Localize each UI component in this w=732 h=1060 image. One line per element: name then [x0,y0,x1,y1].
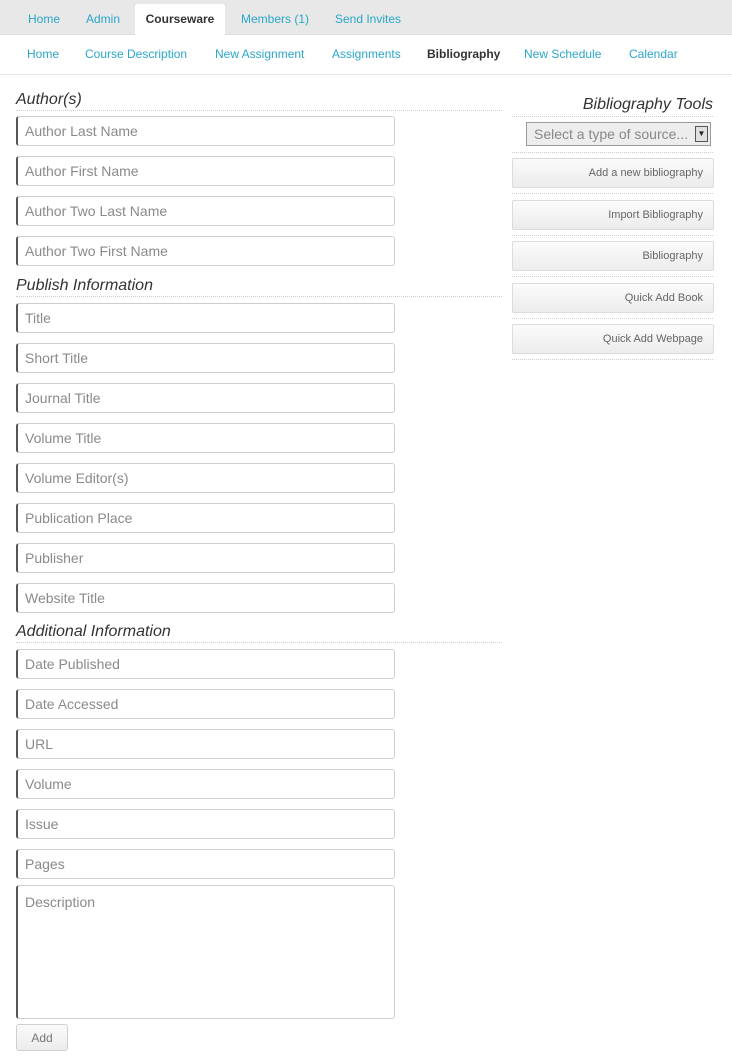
top-tab-courseware[interactable]: Courseware [135,4,225,35]
volume-title-input[interactable] [16,423,395,453]
bibliography-button[interactable]: Bibliography [512,241,714,271]
chevron-down-icon: ▼ [695,126,708,142]
import-bibliography-button[interactable]: Import Bibliography [512,200,714,230]
additional-section-title: Additional Information [16,623,502,643]
journal-title-input[interactable] [16,383,395,413]
top-tab-home[interactable]: Home [27,12,60,26]
source-type-select-value: Select a type of source... [534,126,689,142]
tools-divider [512,152,713,153]
sub-nav-bibliography[interactable]: Bibliography [427,47,501,61]
volume-editors-input[interactable] [16,463,395,493]
website-title-input[interactable] [16,583,395,613]
author-last-name-input[interactable] [16,116,395,146]
tools-divider [512,318,713,319]
sub-nav-calendar[interactable]: Calendar [629,47,678,61]
authors-section-title: Author(s) [16,91,502,111]
sub-nav-course-description[interactable]: Course Description [85,47,188,61]
top-tab-admin[interactable]: Admin [85,12,120,26]
tools-divider [512,235,713,236]
add-button[interactable]: Add [16,1024,68,1051]
sub-nav-assignments[interactable]: Assignments [332,47,401,61]
add-new-bibliography-button[interactable]: Add a new bibliography [512,158,714,188]
title-input[interactable] [16,303,395,333]
tools-divider [512,359,713,360]
author-two-first-name-input[interactable] [16,236,395,266]
short-title-input[interactable] [16,343,395,373]
publisher-input[interactable] [16,543,395,573]
issue-input[interactable] [16,809,395,839]
quick-add-webpage-button[interactable]: Quick Add Webpage [512,324,714,354]
sub-nav [0,35,732,75]
tools-divider [512,276,713,277]
pages-input[interactable] [16,849,395,879]
top-tab-send-invites[interactable]: Send Invites [334,12,402,26]
quick-add-book-button[interactable]: Quick Add Book [512,283,714,313]
sub-nav-new-schedule[interactable]: New Schedule [524,47,602,61]
publication-place-input[interactable] [16,503,395,533]
volume-input[interactable] [16,769,395,799]
top-nav [0,0,732,35]
date-accessed-input[interactable] [16,689,395,719]
sub-nav-new-assignment[interactable]: New Assignment [215,47,305,61]
tools-divider [512,193,713,194]
tools-divider [512,116,713,117]
sub-nav-home[interactable]: Home [27,47,60,61]
author-two-last-name-input[interactable] [16,196,395,226]
source-type-select[interactable] [526,122,711,146]
date-published-input[interactable] [16,649,395,679]
publish-section-title: Publish Information [16,277,502,297]
description-textarea[interactable] [16,885,395,1019]
bibliography-tools-title: Bibliography Tools [582,96,713,113]
author-first-name-input[interactable] [16,156,395,186]
url-input[interactable] [16,729,395,759]
top-tab-members[interactable]: Members (1) [240,12,309,26]
